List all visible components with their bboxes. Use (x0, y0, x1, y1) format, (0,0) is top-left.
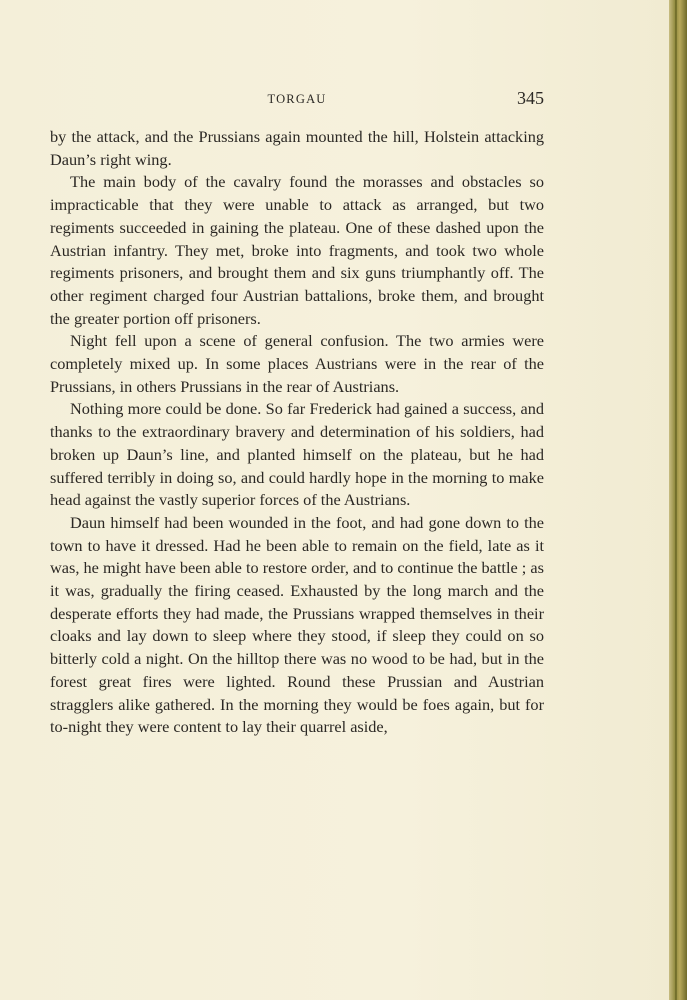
page-number: 345 (517, 88, 544, 108)
body-text (50, 126, 544, 739)
paragraph: Nothing more could be done. So far Frederick had gained a success, and thanks to the extraordinary bravery and determination of his soldiers, had broken up Daun’s line, and planted himself on the plateau, but he had suffered terribly in doing so, and could hardly hope in the morning to make head against the vastly superior forces of the Austrians. (50, 399, 544, 510)
paragraph: by the attack, and the Prussians again mounted the hill, Holstein attacking Daun’s right wing. (50, 127, 544, 169)
page-header (50, 88, 544, 112)
paragraph: Daun himself had been wounded in the foot, and had gone down to the town to have it dressed. Had he been able to remain on the field, late as it was, he might have been able to restore order, and to continue the battle ; as it was, gradually the firing ceased. Exhausted by the long march and the desperate efforts they had made, the Prussians wrapped themselves in their cloaks and lay down to sleep where they stood, if sleep they could on so bitterly cold a night. On the hilltop there was no wood to be had, but in the forest great fires were lighted. Round these Prussian and Austrian stragglers alike gathered. In the morning they would be foes again, but for to-night they were content to lay their quarrel aside, (50, 512, 544, 737)
paragraph: The main body of the cavalry found the morasses and obstacles so impracticable that they were unable to attack as arranged, but two regiments succeeded in gaining the plateau. One of these dashed upon the Austrian infantry. They met, broke into fragments, and took two whole regiments prisoners, and brought them and six guns triumphantly off. The other regiment charged four Austrian battalions, broke them, and brought the greater portion off prisoners. (50, 172, 544, 328)
paragraph: Night fell upon a scene of general confusion. The two armies were completely mixed up. In some places Austrians were in the rear of the Prussians, in others Prussians in the rear of Austrians. (50, 331, 544, 396)
book-spine-edge (669, 0, 687, 1000)
running-head: TORGAU (267, 92, 327, 106)
